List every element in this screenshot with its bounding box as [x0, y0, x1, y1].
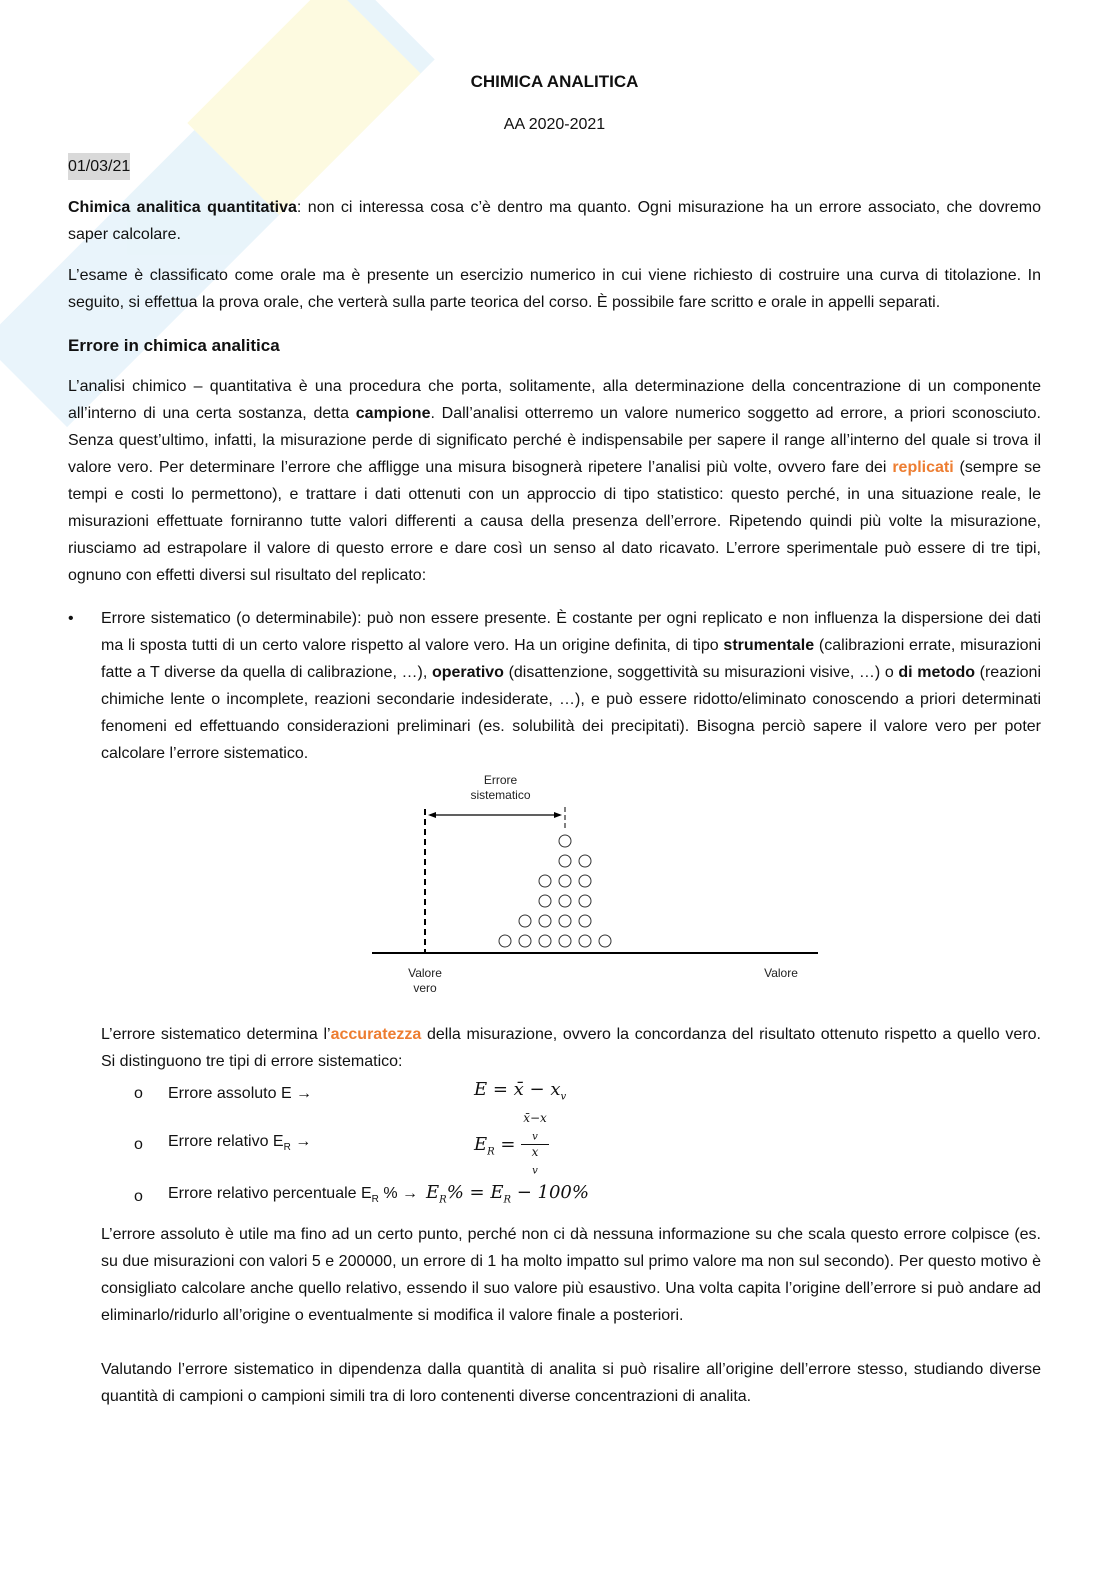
sub: R [283, 1142, 291, 1154]
replicate-dot [599, 935, 611, 947]
replicate-dot [579, 935, 591, 947]
text: % → [378, 1185, 419, 1203]
highlight-term: accuratezza [330, 1026, 422, 1043]
sub: R [487, 1146, 495, 1158]
replicate-dot [539, 875, 551, 887]
section-heading: Errore in chimica analitica [68, 336, 280, 355]
text: Errore relativo percentuale E [168, 1185, 372, 1203]
replicate-dot [559, 935, 571, 947]
list-marker: o [134, 1136, 143, 1154]
replicate-dot [539, 895, 551, 907]
text: % = E [446, 1182, 504, 1204]
bullet-marker: • [68, 610, 74, 627]
text: L’analisi chimico – quantitativa è una procedura che porta, solitamente, alla determinazione della concentrazione di un componente all’interno di una certa sostanza, detta [68, 378, 1041, 422]
arrow-head-left [428, 812, 436, 818]
text: Errore relativo E [168, 1133, 284, 1151]
bold-term: campione [355, 405, 431, 422]
text: della misurazione, ovvero la concordanza del risultato ottenuto rispetto a quello vero. Si distinguono tre tipi di errore sistematico: [101, 1026, 1041, 1070]
axis-label: Valore [764, 966, 798, 980]
replicate-dot [559, 915, 571, 927]
text: (reazioni chimiche lente o incomplete, reazioni secondarie indesiderate, …), e può essere ridotto/eliminato conoscendo a priori determinati fenomeni ed effettuando considerazioni preliminari (es. solubilità dei precipitati). Bisogna perciò sapere il valore vero per poter calcolare l’errore sistematico. [101, 664, 1042, 762]
denominator [521, 1145, 549, 1178]
text: : non ci interessa cosa c’è dentro ma quanto. Ogni misurazione ha un errore associato, che dovremo saper calcolare. [68, 199, 1041, 243]
bold-term: strumentale [723, 637, 815, 654]
exam-paragraph: L’esame è classificato come orale ma è presente un esercizio numerico in cui viene richiesto di costruire una curva di titolazione. In seguito, si effettua la prova orale, che verterà sulla parte teorica del corso. È possibile fare scritto e orale in appelli separati. [68, 267, 1041, 311]
text: x [531, 1145, 539, 1160]
academic-year: AA 2020-2021 [503, 116, 606, 133]
bullet-item [68, 605, 1042, 767]
replicate-dot [579, 875, 591, 887]
text: → [290, 1133, 312, 1151]
analyte-paragraph: Valutando l’errore sistematico in dipendenza dalla quantità di analita si può risalire all’origine dell’errore stesso, studiando diverse quantità di campioni o campioni simili tra di loro contenenti diverse concentrazioni di analita. [101, 1360, 1041, 1405]
text: . Dall’analisi otterremo un valore numerico soggetto ad errore, a priori sconosciuto. Senza quest’ultimo, infatti, la misurazione perde di significato perché è indispensabile per sapere il range all’interno del quale si trova il valore vero. Per determinare l’errore che affligge una misura bisognerà ripetere l’analisi più volte, ovvero fare dei [68, 405, 1041, 476]
formula-sub: v [560, 1091, 567, 1103]
text: x̄−x [523, 1111, 547, 1125]
error-label: Errore sistematico [470, 773, 531, 802]
lecture-date: 01/03/21 [68, 153, 130, 180]
systematic-error-figure [368, 773, 828, 1013]
replicate-dot [519, 935, 531, 947]
document-title: CHIMICA ANALITICA [470, 72, 639, 91]
text: L’errore sistematico determina l’ [101, 1026, 331, 1043]
formula [474, 1076, 566, 1111]
formula: $E_R$ = x̄−x $_v$ x $_v$ [474, 1111, 547, 1177]
replicate-dot [579, 895, 591, 907]
intro-paragraph [68, 194, 1041, 248]
document-page [68, 68, 1041, 1410]
text: E [474, 1133, 488, 1155]
text: − 100% [511, 1182, 589, 1204]
text: (disattenzione, soggettività su misurazioni visive, …) o [503, 664, 899, 681]
list-label [168, 1128, 474, 1161]
sub: R [439, 1195, 447, 1207]
sub: R [503, 1195, 511, 1207]
replicate-dot [559, 855, 571, 867]
sub: v [532, 1131, 538, 1143]
accuracy-paragraph [101, 1021, 1041, 1075]
absolute-error-paragraph: L’errore assoluto è utile ma fino ad un certo punto, perché non ci dà nessuna informazione su che scala questo errore colpisce (es. su due misurazioni con valori 5 e 200000, un errore di 1 ha molto impatto sul primo valore ma non sul secondo). Per questo motivo è consigliato calcolare anche quello relativo, essendo il suo valore più esaustivo. Una volta capita l’origine dell’errore si può andare ad eliminarlo/ridurlo all’origine o eventualmente si modifica il valore finale a posteriori. [101, 1225, 1041, 1324]
list-item [134, 1179, 1041, 1215]
replicate-dot [559, 895, 571, 907]
true-value-label: Valore vero [408, 966, 442, 995]
replicate-dot [499, 935, 511, 947]
text: Errore sistematico (o determinabile): può non essere presente. È costante per ogni replicato e non influenza la dispersione dei dati ma li sposta tutti di un certo valore rispetto al valore vero. Ha un origine definita, di tipo [101, 610, 1041, 654]
list-item [134, 1075, 1041, 1111]
formula [426, 1179, 589, 1214]
replicate-dot [539, 935, 551, 947]
replicate-dot [539, 915, 551, 927]
text: (sempre se tempi e costi lo permettono), e trattare i dati ottenuti con un approccio di tipo statistico: questo perché, in una situazione reale, le misurazioni effettuate forniranno tutte valori differenti a causa della presenza dell’errore. Ripetendo quindi più volte la misurazione, riusciamo ad estrapolare il valore di questo errore e dare così un senso al dato ricavato. L’errore sperimentale può essere di tre tipi, ognuno con effetti diversi sul risultato del replicato: [68, 459, 1042, 584]
replicate-dot [559, 835, 571, 847]
list-marker: o [134, 1084, 143, 1102]
list-label [168, 1180, 418, 1213]
replicate-dots [499, 835, 611, 947]
list-marker: o [134, 1188, 143, 1206]
sub: R [371, 1194, 379, 1206]
section-paragraph [68, 373, 1041, 589]
text: (calibrazioni errate, misurazioni fatte a T diverse da quella di calibrazione, …), [101, 637, 1042, 681]
list-label: Errore assoluto E → [168, 1084, 313, 1102]
formula-text: E = x̄ − x [474, 1078, 561, 1100]
highlight-term: replicati [892, 459, 954, 476]
bold-term: di metodo [898, 664, 976, 681]
replicate-dot [579, 915, 591, 927]
numerator [521, 1111, 549, 1145]
list-item [134, 1111, 1041, 1179]
bold-term: operativo [431, 664, 504, 681]
bullet-text [101, 605, 1041, 767]
replicate-dot [559, 875, 571, 887]
arrow-head-right [554, 812, 562, 818]
replicate-dot [519, 915, 531, 927]
sub: v [532, 1165, 538, 1177]
error-types-list [134, 1075, 1041, 1215]
text: E [426, 1182, 440, 1204]
replicate-dot [579, 855, 591, 867]
bold-term: Chimica analitica quantitativa [68, 199, 297, 216]
fraction [521, 1111, 549, 1179]
